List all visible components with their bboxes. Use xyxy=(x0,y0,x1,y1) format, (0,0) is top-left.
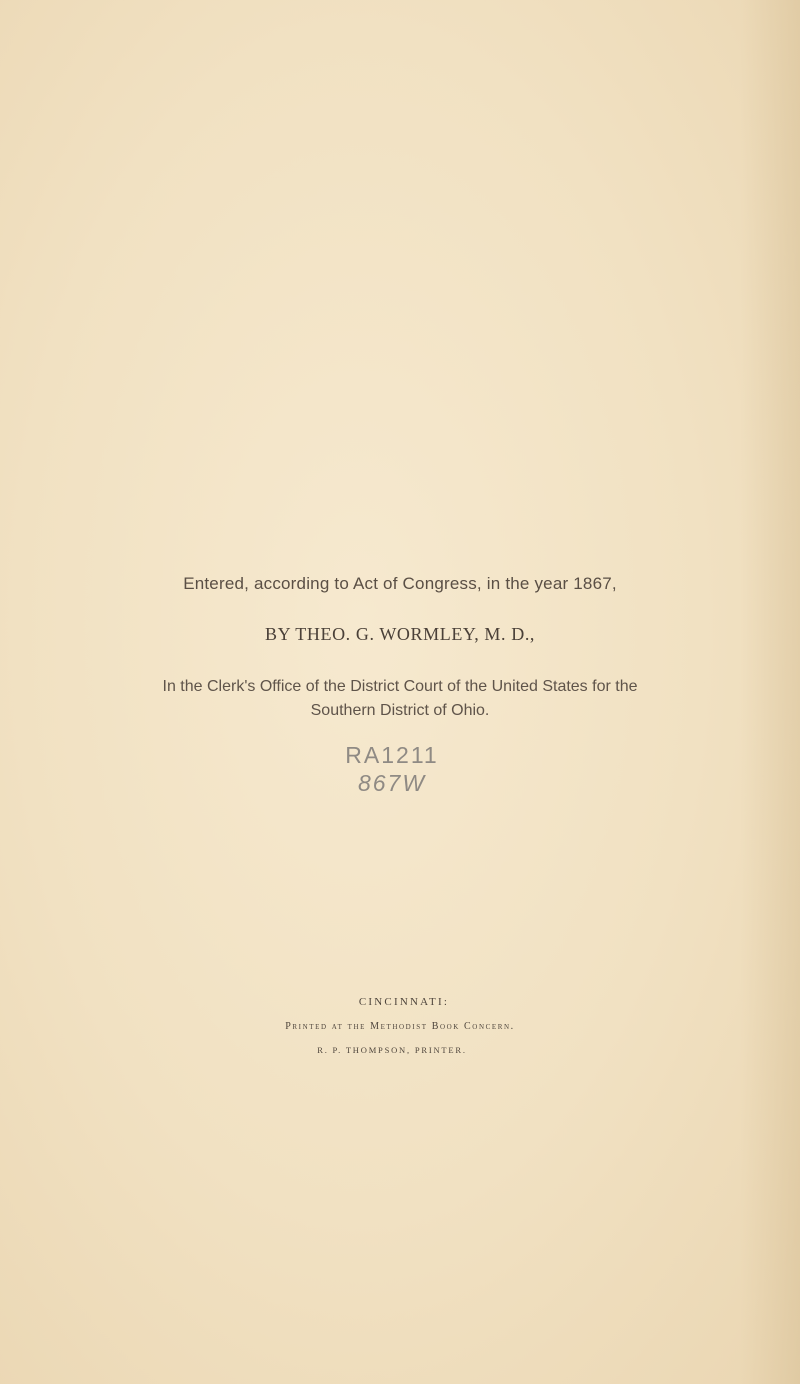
copyright-entered-line: Entered, according to Act of Congress, in the year 1867, xyxy=(183,574,617,593)
copyright-clerk-line-2: Southern District of Ohio. xyxy=(310,702,490,719)
copyright-clerk-line-1: In the Clerk's Office of the District Court of the United States for the xyxy=(162,678,638,695)
handwritten-call-number-line-1: RA1211 xyxy=(345,742,439,768)
copyright-author-line: BY THEO. G. WORMLEY, M. D., xyxy=(264,624,536,644)
imprint-printer: R. P. THOMPSON, PRINTER. xyxy=(317,1045,467,1055)
imprint-city: CINCINNATI: xyxy=(358,996,450,1008)
handwritten-call-number-line-2: 867W xyxy=(357,770,427,796)
imprint-printed-at: Printed at the Methodist Book Concern. xyxy=(285,1021,515,1032)
